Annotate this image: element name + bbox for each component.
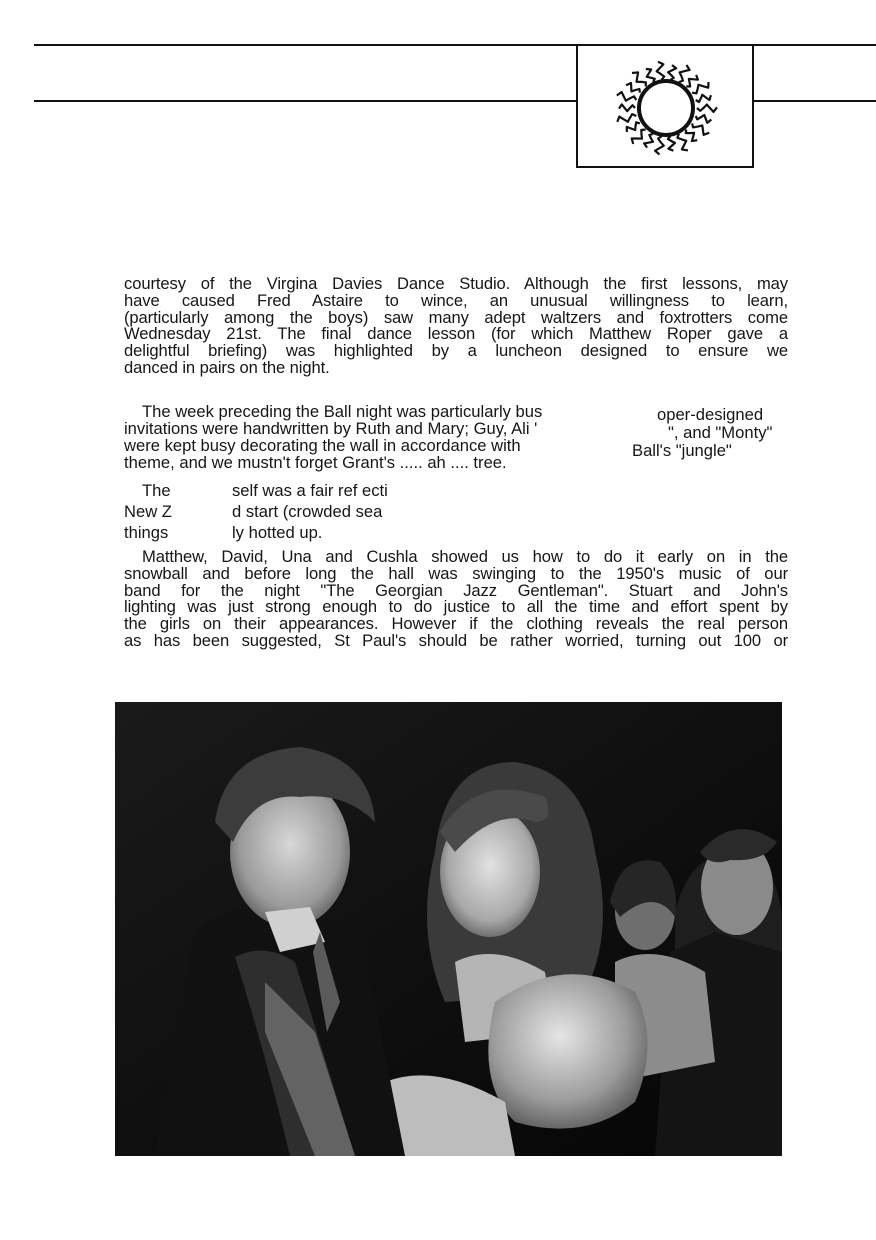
sun-ray — [692, 82, 708, 93]
sun-ray — [646, 69, 655, 82]
sun-ray — [696, 115, 712, 123]
text-line: the girls on their appearances. However if the clothing reveals the real person — [124, 614, 788, 634]
sun-ray — [632, 72, 646, 86]
sun-ray — [657, 62, 665, 80]
sun-ray — [617, 92, 637, 101]
text-line: band for the night "The Georgian Jazz Gentleman". Stuart and John's — [124, 580, 788, 600]
article-paragraph-3 — [124, 549, 788, 650]
text-line: self was a fair ref ecti — [232, 481, 388, 500]
text-line: were kept busy decorating the wall in accordance with — [124, 436, 521, 455]
sun-ray — [655, 136, 664, 154]
sun-emblem-box — [576, 46, 754, 168]
dance-photo — [115, 702, 782, 1156]
sun-ray — [644, 134, 653, 148]
text-line: invitations were handwritten by Ruth and Mary; Guy, Ali ' — [124, 419, 538, 438]
text-line: ", and "Monty" — [668, 423, 773, 442]
text-line: delightful briefing) was highlighted by a luncheon designed to ensure we — [124, 341, 788, 361]
sun-ray — [696, 95, 711, 102]
text-line: d start (crowded sea — [232, 502, 383, 521]
text-line: ly hotted up. — [232, 523, 323, 542]
sun-ray — [619, 104, 635, 111]
text-line: courtesy of the Virgina Davies Dance Studio. Although the first lessons, may — [124, 274, 788, 293]
text-line: Wednesday 21st. The final dance lesson (for which Matthew Roper gave a — [124, 324, 788, 344]
text-line: New Z — [124, 502, 172, 521]
text-line: have caused Fred Astaire to wince, an unusual willingness to learn, — [124, 290, 788, 310]
sun-emblem-icon — [606, 56, 726, 160]
text-line: as has been suggested, St Paul's should be rather worried, turning out 100 or — [124, 630, 788, 650]
sun-ray — [668, 136, 675, 151]
sun-ray — [686, 130, 698, 142]
text-line: Ball's "jungle" — [632, 441, 732, 460]
text-line: lighting was just strong enough to do justice to all the time and effort spent by — [124, 597, 788, 617]
sun-ray — [626, 83, 640, 93]
sun-ray — [697, 105, 717, 112]
sun-ray — [632, 130, 646, 144]
article-paragraph-1 — [124, 276, 788, 377]
header-rule-left — [34, 100, 577, 102]
text-line: The — [142, 481, 171, 500]
text-line: (particularly among the boys) saw many adept waltzers and foxtrotters come — [124, 307, 788, 327]
text-line: Matthew, David, Una and Cushla showed us how to do it early on in the — [142, 547, 788, 566]
text-line: The week preceding the Ball night was particularly bus — [142, 402, 543, 421]
sun-ray — [677, 134, 688, 151]
sun-ray — [627, 122, 640, 132]
header-rule-right — [754, 100, 876, 102]
article-paragraph-2-fragmented — [124, 404, 788, 544]
sun-ray — [686, 75, 698, 87]
text-line: snowball and before long the hall was swinging to the 1950's music of our — [124, 563, 788, 583]
text-line: danced in pairs on the night. — [124, 357, 330, 377]
sun-ray — [668, 65, 676, 80]
text-line: theme, and we mustn't forget Grant's ..... ah .... tree. — [124, 453, 507, 472]
sun-ray — [617, 114, 636, 122]
text-line: things — [124, 523, 169, 542]
text-line: oper-designed — [657, 405, 764, 424]
